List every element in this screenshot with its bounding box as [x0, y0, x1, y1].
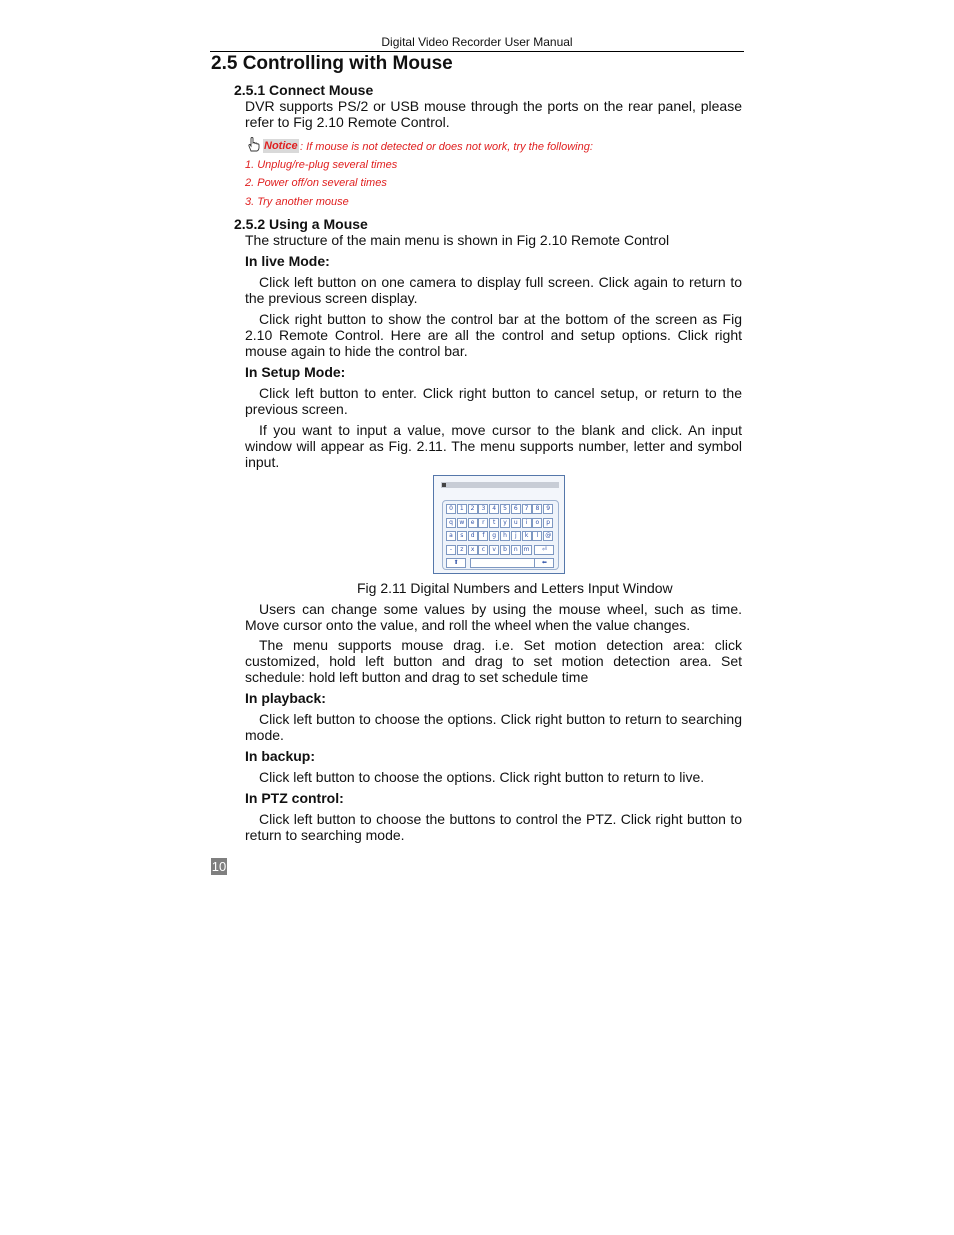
figure-key-g: g — [489, 531, 499, 541]
ptz-heading: In PTZ control: — [245, 790, 344, 806]
setup-mode-heading: In Setup Mode: — [245, 364, 346, 380]
figure-key-1: 1 — [457, 504, 467, 514]
playback-heading: In playback: — [245, 690, 326, 706]
ptz-paragraph: Click left button to choose the buttons to control the PTZ. Click right button to return to searching mode. — [245, 811, 742, 843]
figure-key-d: d — [468, 531, 478, 541]
subsection-using-mouse: 2.5.2 Using a Mouse — [234, 216, 368, 232]
figure-key-f: f — [478, 531, 488, 541]
figure-key-s: s — [457, 531, 467, 541]
figure-key-w: w — [457, 518, 467, 528]
live-mode-paragraph-2: Click right button to show the control bar at the bottom of the screen as Fig 2.10 Remote Control. Here are all the control and setup options. Click right mouse again to hide the control bar. — [245, 311, 742, 359]
figure-key-n: n — [511, 545, 521, 555]
notice-item: 3. Try another mouse — [245, 196, 349, 208]
figure-key-b: b — [500, 545, 510, 555]
figure-key-y: y — [500, 518, 510, 528]
figure-key-z: z — [457, 545, 467, 555]
notice-item: 2. Power off/on several times — [245, 177, 387, 189]
backup-paragraph: Click left button to choose the options. Click right button to return to live. — [259, 769, 705, 785]
figure-key-m: m — [522, 545, 532, 555]
figure-keyboard-panel — [442, 500, 559, 570]
pointing-hand-icon — [245, 136, 262, 153]
live-mode-paragraph-1: Click left button on one camera to display full screen. Click again to return to the previous screen display. — [245, 274, 742, 306]
figure-key-4: 4 — [489, 504, 499, 514]
setup-mode-paragraph-2: If you want to input a value, move cursor to the blank and click. An input window will appear as Fig. 2.11. The menu supports number, letter and symbol input. — [245, 422, 742, 470]
figure-enter-key: ⏎ — [534, 545, 554, 555]
figure-key--: - — [446, 545, 456, 555]
figure-key-c: c — [478, 545, 488, 555]
figure-key-p: p — [543, 518, 553, 528]
section-title: 2.5 Controlling with Mouse — [211, 53, 453, 74]
figure-key-0: 0 — [446, 504, 456, 514]
figure-cursor — [442, 483, 446, 487]
notice-text: : If mouse is not detected or does not work, try the following: — [300, 141, 593, 153]
figure-key-h: h — [500, 531, 510, 541]
backup-heading: In backup: — [245, 748, 316, 764]
figure-backspace-key: ⬅ — [534, 558, 554, 568]
drag-paragraph: The menu supports mouse drag. i.e. Set motion detection area: click customized, hold left button and drag to set motion detection area. Set schedule: hold left button and drag to set schedule time — [245, 637, 742, 685]
figure-key-k: k — [522, 531, 532, 541]
figure-key-7: 7 — [522, 504, 532, 514]
notice-item: 1. Unplug/re-plug several times — [245, 159, 398, 171]
setup-mode-paragraph-1: Click left button to enter. Click right button to cancel setup, or return to the previous screen. — [245, 385, 742, 417]
figure-key-e: e — [468, 518, 478, 528]
figure-key-a: a — [446, 531, 456, 541]
running-header: Digital Video Recorder User Manual — [381, 35, 573, 49]
figure-key-r: r — [478, 518, 488, 528]
figure-key-8: 8 — [532, 504, 542, 514]
figure-space-key — [470, 558, 536, 568]
figure-key-x: x — [468, 545, 478, 555]
figure-key-l: l — [532, 531, 542, 541]
figure-shift-key: ⬆ — [446, 558, 466, 568]
connect-mouse-paragraph: DVR supports PS/2 or USB mouse through the ports on the rear panel, please refer to Fig 2.10 Remote Control. — [245, 98, 742, 130]
figure-key-q: q — [446, 518, 456, 528]
figure-input-field — [441, 482, 559, 488]
figure-key-o: o — [532, 518, 542, 528]
figure-key-6: 6 — [511, 504, 521, 514]
figure-key-t: t — [489, 518, 499, 528]
figure-key-5: 5 — [500, 504, 510, 514]
figure-key-2: 2 — [468, 504, 478, 514]
figure-key-3: 3 — [478, 504, 488, 514]
notice-label: Notice — [264, 140, 298, 152]
playback-paragraph: Click left button to choose the options. Click right button to return to searching mode. — [245, 711, 742, 743]
figure-key-@: @ — [545, 532, 552, 539]
input-window-figure — [433, 475, 565, 574]
using-mouse-intro: The structure of the main menu is shown in Fig 2.10 Remote Control — [245, 232, 670, 248]
figure-key-9: 9 — [543, 504, 553, 514]
figure-key-i: i — [522, 518, 532, 528]
page-number: 10 — [211, 859, 227, 874]
wheel-paragraph: Users can change some values by using the mouse wheel, such as time. Move cursor onto the value, and roll the wheel when the value changes. — [245, 601, 742, 633]
figure-key-u: u — [511, 518, 521, 528]
figure-caption: Fig 2.11 Digital Numbers and Letters Input Window — [357, 580, 673, 596]
figure-key-j: j — [511, 531, 521, 541]
live-mode-heading: In live Mode: — [245, 253, 330, 269]
figure-key-v: v — [489, 545, 499, 555]
subsection-connect-mouse: 2.5.1 Connect Mouse — [234, 82, 374, 98]
